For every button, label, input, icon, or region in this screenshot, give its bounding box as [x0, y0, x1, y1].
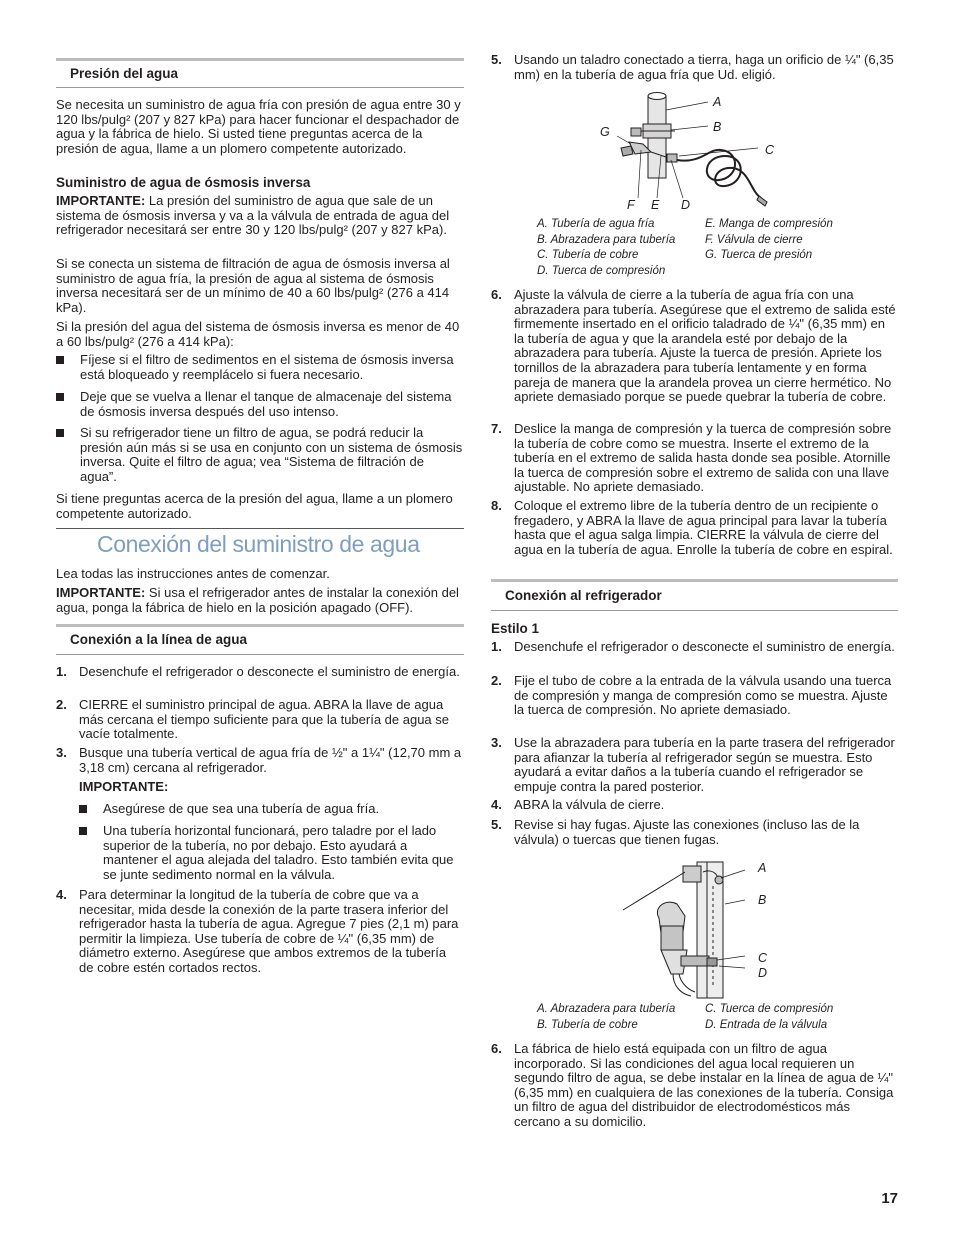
- figure-label: G: [600, 125, 610, 139]
- step-number: 2.: [56, 697, 67, 712]
- caption-item: G. Tuerca de presión: [705, 249, 813, 261]
- step-text: Ajuste la válvula de cierre a la tubería de agua fría con una abrazadera para tubería. Asegúrese que el extremo de salida esté firmemente insertado en el orificio taladrado de ¼" (6,35 mm) en la tubería de agua y que la arandela esté por debajo de la abrazadera para tubería. Ajuste la tuerca de presión. Apriete los tornillos de la abrazadera para tubería lentamente y en forma pareja de manera que la arandela provea un cierre hermético. No apriete demasiado porque se puede quebrar la tubería de cobre.: [514, 287, 896, 405]
- section-title: Conexión del suministro de agua: [97, 531, 420, 557]
- important-label: IMPORTANTE:: [56, 193, 146, 208]
- step-number: 4.: [56, 887, 67, 902]
- step-item: [491, 640, 898, 655]
- figure-caption-list: [537, 217, 675, 279]
- step-number: 5.: [491, 52, 502, 67]
- bullet-item: [56, 353, 464, 382]
- step-number: 2.: [491, 673, 502, 688]
- section-rule: [56, 624, 464, 627]
- section-rule: [56, 58, 464, 61]
- step-text: Para determinar la longitud de la tubería de cobre que va a necesitar, mida desde la conexión de la parte trasera inferior del refrigerador hasta la tubería de agua. Agregue 7 pies (2,1 m) para permitir la limpieza. Use tubería de cobre de ¼" (6,35 mm) de diámetro externo. Asegúrese que ambos extremos de la tubería de cobre estén cortados rectos.: [79, 887, 459, 975]
- step-item: [56, 746, 464, 775]
- step-text: Busque una tubería vertical de agua fría de ½" a 1¼" (12,70 mm a 3,18 cm) cercana al refrigerador.: [79, 745, 462, 775]
- bullet-item: [56, 426, 464, 484]
- section-rule: [491, 579, 898, 582]
- bullet-square-icon: [56, 429, 64, 437]
- step-text: La fábrica de hielo está equipada con un filtro de agua incorporado. Si las condiciones del agua local requieren un segundo filtro de agua, se debe instalar en la línea de agua de ¼" (6,35 mm) en cualquiera de las conexiones de la tubería. Consiga un filtro de agua del distribuidor de electrodomésticos más cercano a su domicilio.: [514, 1041, 894, 1129]
- figure-caption-list: [705, 1002, 833, 1033]
- step-text: Fije el tubo de cobre a la entrada de la válvula usando una tuerca de compresión y manga de compresión como se muestra. Ajuste la tuerca de compresión. No apriete demasiado.: [514, 673, 892, 718]
- figure-label: B: [713, 120, 722, 134]
- bullet-text: Fíjese si el filtro de sedimentos en el sistema de ósmosis inversa está bloqueado y reemplácelo si fuera necesario.: [80, 352, 454, 382]
- step-item: [491, 499, 898, 557]
- bullet-square-icon: [56, 393, 64, 401]
- step-item: [491, 736, 898, 794]
- bullet-item: [79, 802, 464, 817]
- step-text: Coloque el extremo libre de la tubería dentro de un recipiente o fregadero, y ABRA la llave de agua principal para lavar la tubería hasta que el agua salga limpia. CIERRE la válvula de cierre del agua en la tubería de agua. Enrolle la tubería de cobre en espiral.: [514, 498, 893, 557]
- figure-label: A: [713, 95, 722, 109]
- section-rule: [56, 528, 464, 529]
- step-item: [56, 665, 464, 680]
- step-number: 7.: [491, 421, 502, 436]
- refrigerador-heading: Conexión al refrigerador: [505, 588, 662, 603]
- step-item: [491, 798, 898, 813]
- figure-label: F: [627, 198, 635, 212]
- bullet-text: Una tubería horizontal funcionará, pero taladre por el lado superior de la tubería, no por debajo. Esto ayudará a mantener el agua alejada del taladro. Esto también evita que se junte sedimento normal en la válvula.: [103, 823, 454, 882]
- step-text: Use la abrazadera para tubería en la parte trasera del refrigerador para afianzar la tubería al refrigerador según se muestra. Esto ayudará a evitar daños a la tubería cuando el refrigerador se empuje contra la pared posterior.: [514, 735, 895, 794]
- figure-caption-list: [537, 1002, 675, 1033]
- section-rule: [491, 610, 898, 611]
- page-number: 17: [881, 1190, 898, 1207]
- step-item: [491, 674, 898, 718]
- presion-paragraph: Se necesita un suministro de agua fría con presión de agua entre 30 y 120 lbs/pulg² (207 y 827 kPa) para hacer funcionar el despachador de agua y la fábrica de hielo. Si usted tiene preguntas acerca de la presión de agua, llame a un plomero competente autorizado.: [56, 97, 461, 156]
- step-number: 3.: [491, 735, 502, 750]
- bullet-square-icon: [56, 356, 64, 364]
- estilo-heading: Estilo 1: [491, 621, 540, 636]
- important-text: Si usa el refrigerador antes de instalar la conexión del agua, ponga la fábrica de hielo en la posición apagado (OFF).: [56, 585, 459, 615]
- step-number: 4.: [491, 797, 502, 812]
- step-number: 6.: [491, 287, 502, 302]
- step-number: 8.: [491, 498, 502, 513]
- figure-caption-list: [705, 217, 833, 264]
- caption-item: A. Tubería de agua fría: [537, 218, 655, 230]
- bullet-item: [79, 824, 464, 882]
- step3-important-label: IMPORTANTE:: [79, 779, 169, 794]
- caption-item: D. Entrada de la válvula: [705, 1018, 828, 1031]
- bullet-item: [56, 390, 464, 419]
- caption-item: C. Tuerca de compresión: [705, 1003, 834, 1015]
- closing-paragraph: Si tiene preguntas acerca de la presión del agua, llame a un plomero competente autorizado.: [56, 491, 453, 521]
- step-text: ABRA la válvula de cierre.: [514, 797, 665, 812]
- caption-item: D. Tuerca de compresión: [537, 264, 666, 277]
- important-text: La presión del suministro de agua que sale de un sistema de ósmosis inversa y va a la válvula de entrada de agua del refrigerador necesitará ser entre 30 y 120 lbs/pulg² (207 y 827 kPa).: [56, 193, 450, 238]
- step-item: [491, 53, 898, 82]
- figure-label: C: [758, 951, 768, 965]
- caption-item: F. Válvula de cierre: [705, 233, 803, 246]
- step-item: [491, 818, 898, 847]
- osmosis-paragraph-2: Si se conecta un sistema de filtración de agua de ósmosis inversa al suministro de agua fría, la presión de agua al sistema de ósmosis inversa necesitará ser de un mínimo de 40 a 60 lbs/pulg² (276 a 414 kPa).: [56, 256, 450, 315]
- figure-label: D: [681, 198, 691, 212]
- caption-item: B. Abrazadera para tubería: [537, 233, 676, 246]
- caption-item: A. Abrazadera para tubería: [537, 1003, 676, 1015]
- step-text: Desenchufe el refrigerador o desconecte el suministro de energía.: [79, 664, 460, 679]
- step-number: 3.: [56, 745, 67, 760]
- valve-diagram: [591, 88, 791, 216]
- figure-label: D: [758, 966, 768, 980]
- step-item: [56, 698, 464, 742]
- step-text: Revise si hay fugas. Ajuste las conexiones (incluso las de la válvula) o tuercas que tienen fugas.: [514, 817, 860, 847]
- caption-item: B. Tubería de cobre: [537, 1018, 638, 1031]
- bullet-text: Si su refrigerador tiene un filtro de agua, se podrá reducir la presión aún más si se usa en conjunto con un sistema de ósmosis inversa. Quite el filtro de agua; vea “Sistema de filtración de agua”.: [80, 425, 463, 484]
- step-number: 1.: [56, 664, 67, 679]
- step-text: CIERRE el suministro principal de agua. ABRA la llave de agua más cercana el tiempo suficiente para que la tubería de agua se vacíe totalmente.: [79, 697, 450, 742]
- osmosis-important: [56, 194, 464, 238]
- step-text: Desenchufe el refrigerador o desconecte el suministro de energía.: [514, 639, 895, 654]
- step-text: Usando un taladro conectado a tierra, haga un orificio de ¼" (6,35 mm) en la tubería de agua fría que Ud. eligió.: [514, 52, 894, 82]
- step-number: 6.: [491, 1041, 502, 1056]
- caption-item: E. Manga de compresión: [705, 218, 833, 230]
- figure-label: A: [758, 861, 767, 875]
- read-instructions: Lea todas las instrucciones antes de comenzar.: [56, 566, 330, 581]
- step-item: [491, 1042, 898, 1130]
- important-off-note: [56, 586, 464, 615]
- figure-label: C: [765, 143, 775, 157]
- step-number: 1.: [491, 639, 502, 654]
- section-rule: [56, 654, 464, 655]
- step-item: [56, 888, 464, 976]
- figure-label: B: [758, 893, 767, 907]
- step-item: [491, 288, 898, 405]
- refrigerator-valve-diagram: [621, 856, 761, 1002]
- linea-heading: Conexión a la línea de agua: [70, 632, 248, 647]
- osmosis-heading: Suministro de agua de ósmosis inversa: [56, 175, 311, 190]
- osmosis-paragraph-3: Si la presión del agua del sistema de ósmosis inversa es menor de 40 a 60 lbs/pulg² (276 a 414 kPa):: [56, 319, 460, 349]
- step-number: 5.: [491, 817, 502, 832]
- bullet-text: Deje que se vuelva a llenar el tanque de almacenaje del sistema de ósmosis inversa después del uso intenso.: [80, 389, 452, 419]
- bullet-square-icon: [79, 827, 87, 835]
- presion-heading: Presión del agua: [70, 66, 179, 81]
- section-rule: [56, 87, 464, 88]
- important-label: IMPORTANTE:: [56, 585, 146, 600]
- bullet-text: Asegúrese de que sea una tubería de agua fría.: [103, 801, 380, 816]
- figure-label: E: [651, 198, 660, 212]
- step-item: [491, 422, 898, 495]
- bullet-square-icon: [79, 805, 87, 813]
- step-text: Deslice la manga de compresión y la tuerca de compresión sobre la tubería de cobre como se muestra. Inserte el extremo de la tubería en el extremo de salida hasta donde sea posible. Atornille la tuerca de compresión sobre el extremo de salida con una llave ajustable. No apriete demasiado.: [514, 421, 892, 495]
- caption-item: C. Tubería de cobre: [537, 249, 639, 261]
